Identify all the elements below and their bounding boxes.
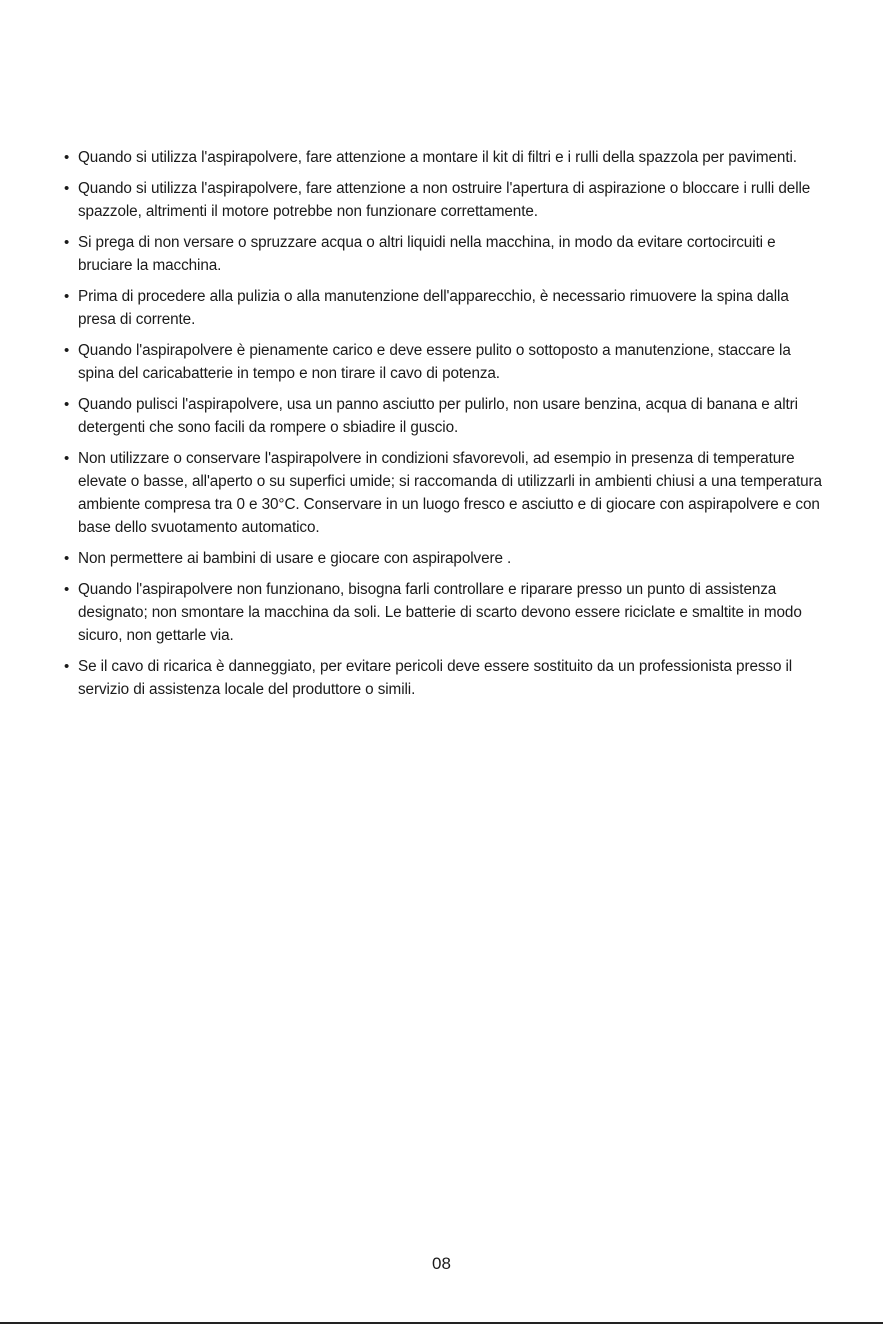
list-item-text: Si prega di non versare o spruzzare acqua o altri liquidi nella macchina, in modo da evitare cortocircuiti e bruciare la macchina. <box>78 234 776 274</box>
bullet-icon: • <box>64 581 70 598</box>
list-item-text: Se il cavo di ricarica è danneggiato, per evitare pericoli deve essere sostituito da un professionista presso il servizio di assistenza locale del produttore o simili. <box>78 658 793 698</box>
bullet-icon: • <box>64 234 70 251</box>
list-item <box>64 146 824 169</box>
list-item <box>64 393 824 439</box>
list-item-text: Non utilizzare o conservare l'aspirapolvere in condizioni sfavorevoli, ad esempio in presenza di temperature elevate o basse, all'aperto o su superfici umide; si raccomanda di utilizzarli in ambienti chiusi a una temperatura ambiente compresa tra 0 e 30°C. Conservare in un luogo fresco e asciutto e di giocare con aspirapolvere e con base dello svuotamento automatico. <box>78 450 822 536</box>
bullet-icon: • <box>64 658 70 675</box>
list-item <box>64 547 824 570</box>
bullet-icon: • <box>64 180 70 197</box>
bullet-icon: • <box>64 288 70 305</box>
list-item <box>64 231 824 277</box>
list-item <box>64 177 824 223</box>
list-item <box>64 339 824 385</box>
list-item <box>64 285 824 331</box>
list-item-text: Quando si utilizza l'aspirapolvere, fare attenzione a montare il kit di filtri e i rulli della spazzola per pavimenti. <box>78 149 797 166</box>
bullet-icon: • <box>64 149 70 166</box>
bullet-icon: • <box>64 450 70 467</box>
list-item-text: Quando si utilizza l'aspirapolvere, fare attenzione a non ostruire l'apertura di aspirazione o bloccare i rulli delle spazzole, altrimenti il motore potrebbe non funzionare correttamente. <box>78 180 811 220</box>
list-item-text: Non permettere ai bambini di usare e giocare con aspirapolvere . <box>78 550 512 567</box>
bullet-icon: • <box>64 342 70 359</box>
list-item <box>64 578 824 647</box>
page-number: 08 <box>432 1254 451 1273</box>
safety-instructions <box>64 146 824 709</box>
bullet-icon: • <box>64 396 70 413</box>
list-item-text: Quando pulisci l'aspirapolvere, usa un panno asciutto per pulirlo, non usare benzina, acqua di banana e altri detergenti che sono facili da rompere o sbiadire il guscio. <box>78 396 798 436</box>
list-item-text: Prima di procedere alla pulizia o alla manutenzione dell'apparecchio, è necessario rimuovere la spina dalla presa di corrente. <box>78 288 789 328</box>
bullet-icon: • <box>64 550 70 567</box>
list-item-text: Quando l'aspirapolvere non funzionano, bisogna farli controllare e riparare presso un punto di assistenza designato; non smontare la macchina da soli. Le batterie di scarto devono essere riciclate e smaltite in modo sicuro, non gettarle via. <box>78 581 802 644</box>
list-item <box>64 447 824 539</box>
list-item-text: Quando l'aspirapolvere è pienamente carico e deve essere pulito o sottoposto a manutenzione, staccare la spina del caricabatterie in tempo e non tirare il cavo di potenza. <box>78 342 791 382</box>
list-item <box>64 655 824 701</box>
instruction-list <box>64 146 824 701</box>
